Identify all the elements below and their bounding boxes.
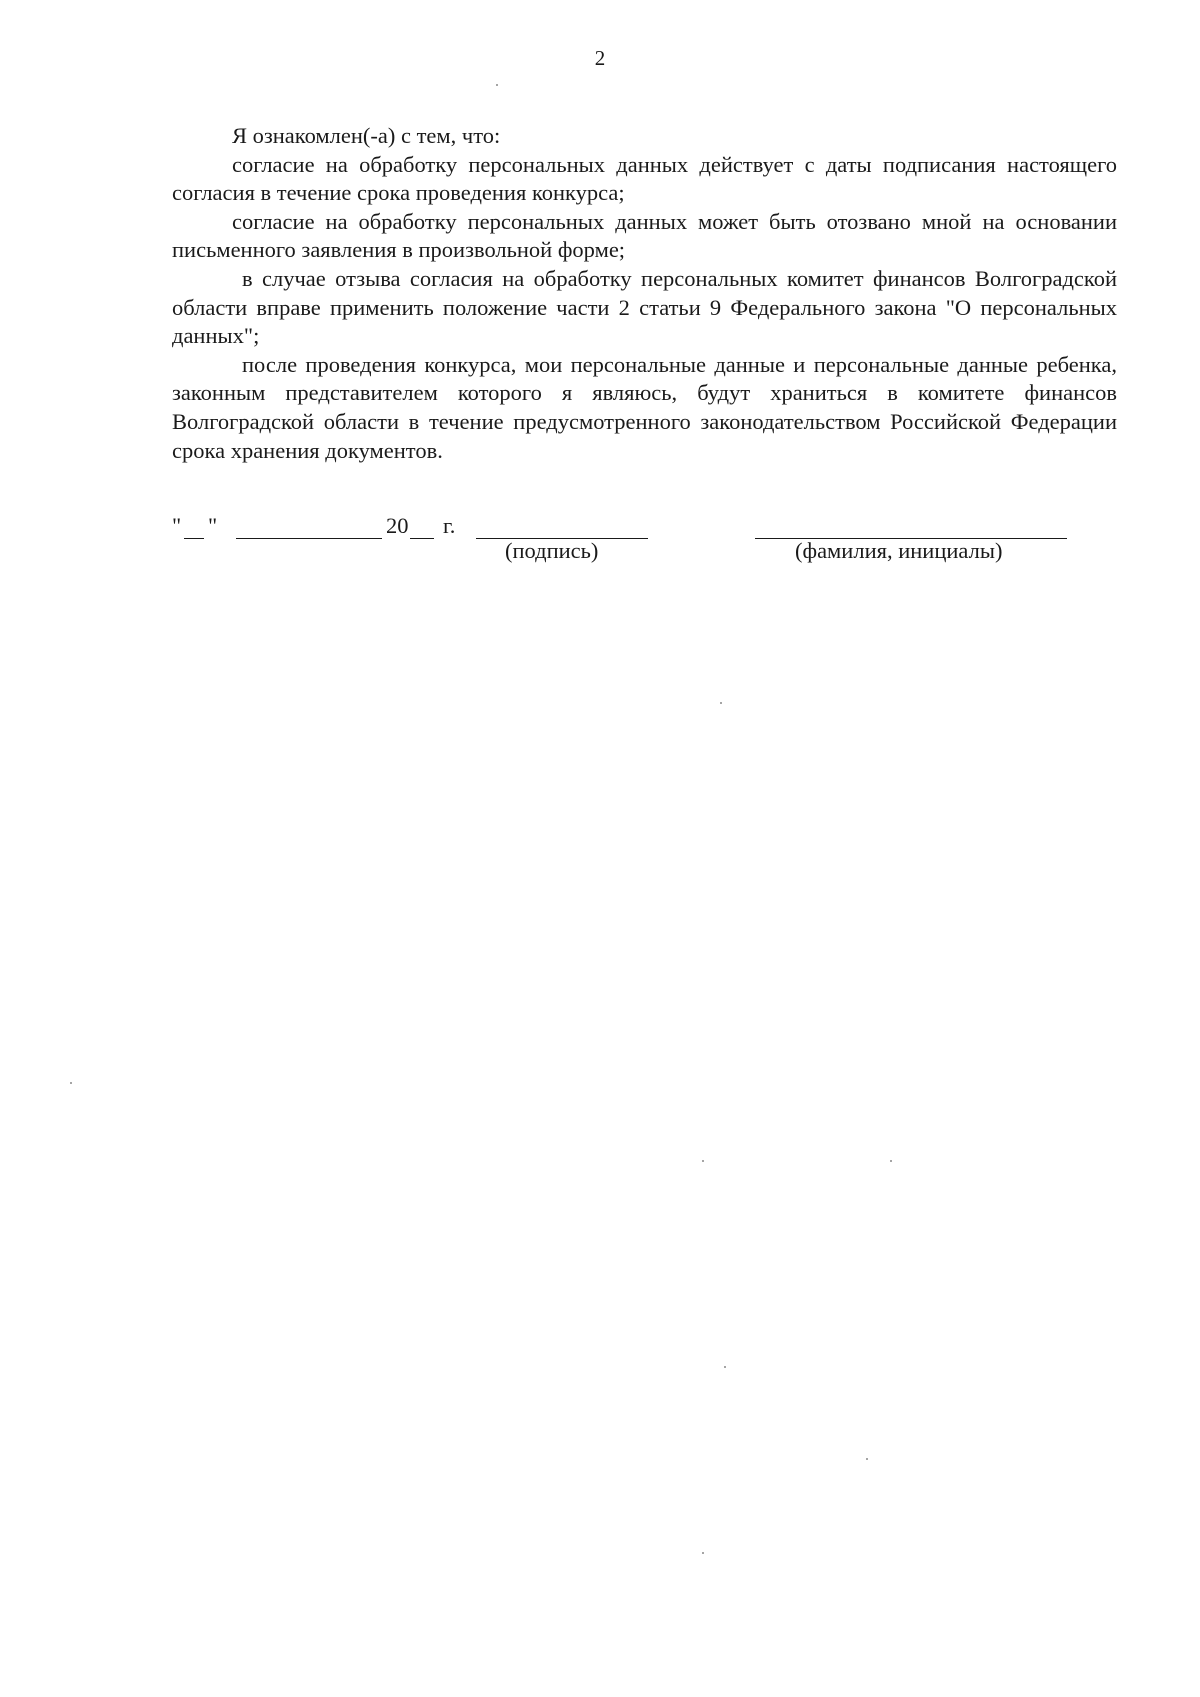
paragraph-data-storage: после проведения конкурса, мои персональные данные и персональные данные ребенка, законным представителем которого я являюсь, будут храниться в комитете финансов Волгоградской области в течение предусмотренного законодательством Российской Федерации срока хранения документов. <box>172 351 1117 463</box>
page-number: 2 <box>594 46 606 70</box>
intro-paragraph: Я ознакомлен(-а) с тем, что: <box>232 123 501 148</box>
date-quote-open: " <box>172 513 182 538</box>
scan-speck <box>890 1160 892 1162</box>
year-prefix: 20 <box>386 513 409 538</box>
paragraph-revocation-consequences: в случае отзыва согласия на обработку персональных комитет финансов Волгоградской области вправе применить положение части 2 статьи 9 Федерального закона "О персональных данных"; <box>172 265 1117 349</box>
consent-text <box>172 122 1117 465</box>
day-blank[interactable] <box>184 538 204 539</box>
scan-speck <box>724 1366 726 1368</box>
scan-speck <box>702 1552 704 1554</box>
signature-caption: (подпись) <box>505 538 599 563</box>
year-blank[interactable] <box>410 538 434 539</box>
paragraph-validity: согласие на обработку персональных данных действует с даты подписания настоящего согласия в течение срока проведения конкурса; <box>172 151 1117 206</box>
scan-speck <box>702 1160 704 1162</box>
scan-speck <box>866 1458 868 1460</box>
month-blank[interactable] <box>236 538 382 539</box>
scan-speck <box>720 702 722 704</box>
name-caption: (фамилия, инициалы) <box>795 538 1003 563</box>
scan-speck <box>70 1082 72 1084</box>
date-quote-close: " <box>208 513 218 538</box>
year-suffix: г. <box>443 513 456 538</box>
scan-speck <box>496 84 498 86</box>
paragraph-revocation: согласие на обработку персональных данных может быть отозвано мной на основании письменного заявления в произвольной форме; <box>172 208 1117 263</box>
